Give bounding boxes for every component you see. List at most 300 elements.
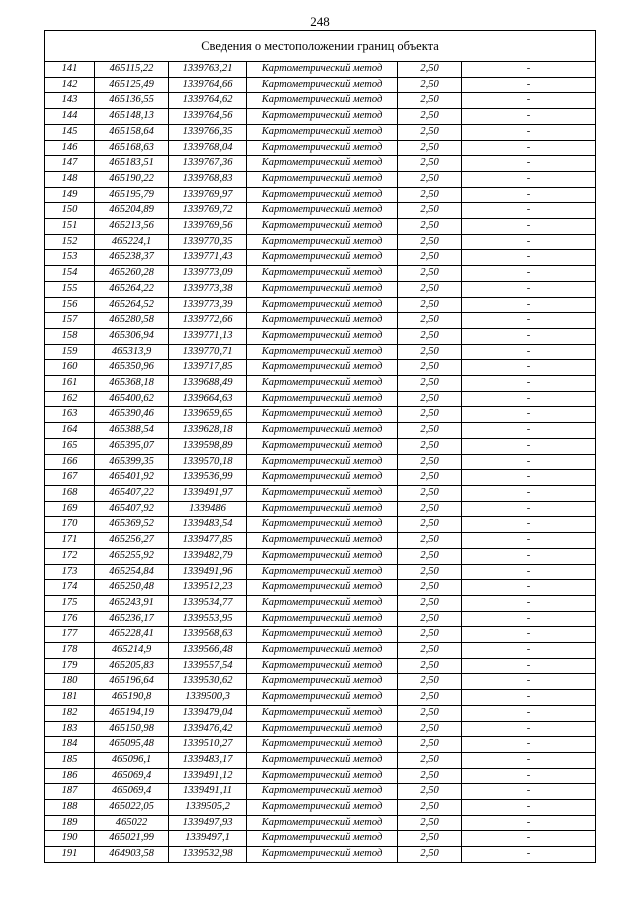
method-cell: Картометрический метод xyxy=(247,124,398,140)
method-cell: Картометрический метод xyxy=(247,203,398,219)
table-row xyxy=(45,517,596,533)
coord-x-cell: 465196,64 xyxy=(95,674,169,690)
table-row xyxy=(45,281,596,297)
accuracy-cell: 2,50 xyxy=(398,831,462,847)
coord-x-cell: 465236,17 xyxy=(95,611,169,627)
coord-x-cell: 464903,58 xyxy=(95,847,169,863)
accuracy-cell: 2,50 xyxy=(398,297,462,313)
accuracy-cell: 2,50 xyxy=(398,784,462,800)
accuracy-cell: 2,50 xyxy=(398,391,462,407)
description-cell: - xyxy=(462,768,596,784)
accuracy-cell: 2,50 xyxy=(398,266,462,282)
point-number-cell: 169 xyxy=(45,501,95,517)
table-row xyxy=(45,266,596,282)
description-cell: - xyxy=(462,219,596,235)
description-cell: - xyxy=(462,156,596,172)
description-cell: - xyxy=(462,203,596,219)
table-row xyxy=(45,313,596,329)
description-cell: - xyxy=(462,297,596,313)
coordinates-table-body xyxy=(45,62,596,863)
coord-y-cell: 1339534,77 xyxy=(169,595,247,611)
coord-x-cell: 465250,48 xyxy=(95,580,169,596)
description-cell: - xyxy=(462,266,596,282)
accuracy-cell: 2,50 xyxy=(398,595,462,611)
point-number-cell: 142 xyxy=(45,77,95,93)
table-row xyxy=(45,831,596,847)
coord-x-cell: 465255,92 xyxy=(95,548,169,564)
point-number-cell: 163 xyxy=(45,407,95,423)
table-row xyxy=(45,611,596,627)
method-cell: Картометрический метод xyxy=(247,171,398,187)
accuracy-cell: 2,50 xyxy=(398,234,462,250)
description-cell: - xyxy=(462,548,596,564)
accuracy-cell: 2,50 xyxy=(398,156,462,172)
point-number-cell: 145 xyxy=(45,124,95,140)
point-number-cell: 154 xyxy=(45,266,95,282)
description-cell: - xyxy=(462,407,596,423)
coord-y-cell: 1339659,65 xyxy=(169,407,247,423)
description-cell: - xyxy=(462,611,596,627)
table-row xyxy=(45,721,596,737)
coord-y-cell: 1339491,97 xyxy=(169,485,247,501)
coord-x-cell: 465228,41 xyxy=(95,627,169,643)
description-cell: - xyxy=(462,454,596,470)
accuracy-cell: 2,50 xyxy=(398,800,462,816)
coord-y-cell: 1339769,72 xyxy=(169,203,247,219)
accuracy-cell: 2,50 xyxy=(398,564,462,580)
coord-x-cell: 465194,19 xyxy=(95,705,169,721)
table-row xyxy=(45,203,596,219)
coord-y-cell: 1339491,12 xyxy=(169,768,247,784)
accuracy-cell: 2,50 xyxy=(398,250,462,266)
method-cell: Картометрический метод xyxy=(247,721,398,737)
description-cell: - xyxy=(462,140,596,156)
coord-y-cell: 1339628,18 xyxy=(169,423,247,439)
coord-y-cell: 1339536,99 xyxy=(169,470,247,486)
accuracy-cell: 2,50 xyxy=(398,376,462,392)
accuracy-cell: 2,50 xyxy=(398,62,462,78)
point-number-cell: 167 xyxy=(45,470,95,486)
accuracy-cell: 2,50 xyxy=(398,627,462,643)
coord-x-cell: 465238,37 xyxy=(95,250,169,266)
coord-x-cell: 465021,99 xyxy=(95,831,169,847)
description-cell: - xyxy=(462,423,596,439)
method-cell: Картометрический метод xyxy=(247,360,398,376)
description-cell: - xyxy=(462,124,596,140)
accuracy-cell: 2,50 xyxy=(398,328,462,344)
table-row xyxy=(45,580,596,596)
point-number-cell: 141 xyxy=(45,62,95,78)
description-cell: - xyxy=(462,815,596,831)
method-cell: Картометрический метод xyxy=(247,517,398,533)
accuracy-cell: 2,50 xyxy=(398,423,462,439)
accuracy-cell: 2,50 xyxy=(398,344,462,360)
description-cell: - xyxy=(462,234,596,250)
accuracy-cell: 2,50 xyxy=(398,847,462,863)
description-cell: - xyxy=(462,800,596,816)
coord-y-cell: 1339763,21 xyxy=(169,62,247,78)
description-cell: - xyxy=(462,595,596,611)
section-header xyxy=(44,30,596,62)
coord-y-cell: 1339771,13 xyxy=(169,328,247,344)
table-row xyxy=(45,705,596,721)
coord-x-cell: 465388,54 xyxy=(95,423,169,439)
method-cell: Картометрический метод xyxy=(247,658,398,674)
method-cell: Картометрический метод xyxy=(247,501,398,517)
method-cell: Картометрический метод xyxy=(247,815,398,831)
accuracy-cell: 2,50 xyxy=(398,438,462,454)
coord-y-cell: 1339770,35 xyxy=(169,234,247,250)
method-cell: Картометрический метод xyxy=(247,187,398,203)
coord-x-cell: 465213,56 xyxy=(95,219,169,235)
accuracy-cell: 2,50 xyxy=(398,313,462,329)
description-cell: - xyxy=(462,564,596,580)
coord-y-cell: 1339497,1 xyxy=(169,831,247,847)
coord-y-cell: 1339479,04 xyxy=(169,705,247,721)
accuracy-cell: 2,50 xyxy=(398,815,462,831)
coord-y-cell: 1339486 xyxy=(169,501,247,517)
point-number-cell: 180 xyxy=(45,674,95,690)
point-number-cell: 189 xyxy=(45,815,95,831)
description-cell: - xyxy=(462,313,596,329)
method-cell: Картометрический метод xyxy=(247,564,398,580)
coord-y-cell: 1339483,17 xyxy=(169,752,247,768)
point-number-cell: 159 xyxy=(45,344,95,360)
description-cell: - xyxy=(462,250,596,266)
coord-x-cell: 465368,18 xyxy=(95,376,169,392)
point-number-cell: 147 xyxy=(45,156,95,172)
method-cell: Картометрический метод xyxy=(247,391,398,407)
description-cell: - xyxy=(462,580,596,596)
point-number-cell: 144 xyxy=(45,109,95,125)
method-cell: Картометрический метод xyxy=(247,831,398,847)
accuracy-cell: 2,50 xyxy=(398,580,462,596)
accuracy-cell: 2,50 xyxy=(398,643,462,659)
table-row xyxy=(45,470,596,486)
point-number-cell: 149 xyxy=(45,187,95,203)
accuracy-cell: 2,50 xyxy=(398,705,462,721)
coord-x-cell: 465022 xyxy=(95,815,169,831)
point-number-cell: 168 xyxy=(45,485,95,501)
method-cell: Картометрический метод xyxy=(247,611,398,627)
coord-x-cell: 465407,22 xyxy=(95,485,169,501)
point-number-cell: 164 xyxy=(45,423,95,439)
coord-x-cell: 465168,63 xyxy=(95,140,169,156)
method-cell: Картометрический метод xyxy=(247,737,398,753)
coord-y-cell: 1339767,36 xyxy=(169,156,247,172)
coord-x-cell: 465401,92 xyxy=(95,470,169,486)
coord-x-cell: 465254,84 xyxy=(95,564,169,580)
table-row xyxy=(45,501,596,517)
table-row xyxy=(45,344,596,360)
coord-y-cell: 1339764,62 xyxy=(169,93,247,109)
description-cell: - xyxy=(462,438,596,454)
method-cell: Картометрический метод xyxy=(247,705,398,721)
table-row xyxy=(45,423,596,439)
coord-y-cell: 1339553,95 xyxy=(169,611,247,627)
coord-y-cell: 1339530,62 xyxy=(169,674,247,690)
description-cell: - xyxy=(462,109,596,125)
description-cell: - xyxy=(462,187,596,203)
coordinates-table xyxy=(44,61,596,863)
point-number-cell: 170 xyxy=(45,517,95,533)
description-cell: - xyxy=(462,752,596,768)
method-cell: Картометрический метод xyxy=(247,768,398,784)
accuracy-cell: 2,50 xyxy=(398,485,462,501)
method-cell: Картометрический метод xyxy=(247,313,398,329)
point-number-cell: 171 xyxy=(45,533,95,549)
coord-x-cell: 465150,98 xyxy=(95,721,169,737)
method-cell: Картометрический метод xyxy=(247,847,398,863)
coord-y-cell: 1339688,49 xyxy=(169,376,247,392)
description-cell: - xyxy=(462,533,596,549)
method-cell: Картометрический метод xyxy=(247,266,398,282)
coord-x-cell: 465190,8 xyxy=(95,690,169,706)
method-cell: Картометрический метод xyxy=(247,752,398,768)
table-row xyxy=(45,93,596,109)
method-cell: Картометрический метод xyxy=(247,674,398,690)
accuracy-cell: 2,50 xyxy=(398,690,462,706)
table-row xyxy=(45,360,596,376)
accuracy-cell: 2,50 xyxy=(398,281,462,297)
coord-x-cell: 465264,52 xyxy=(95,297,169,313)
coord-y-cell: 1339570,18 xyxy=(169,454,247,470)
description-cell: - xyxy=(462,627,596,643)
table-row xyxy=(45,407,596,423)
coord-x-cell: 465158,64 xyxy=(95,124,169,140)
point-number-cell: 160 xyxy=(45,360,95,376)
accuracy-cell: 2,50 xyxy=(398,93,462,109)
coord-y-cell: 1339764,56 xyxy=(169,109,247,125)
point-number-cell: 186 xyxy=(45,768,95,784)
accuracy-cell: 2,50 xyxy=(398,658,462,674)
coord-y-cell: 1339773,39 xyxy=(169,297,247,313)
accuracy-cell: 2,50 xyxy=(398,501,462,517)
point-number-cell: 158 xyxy=(45,328,95,344)
method-cell: Картометрический метод xyxy=(247,297,398,313)
table-row xyxy=(45,674,596,690)
description-cell: - xyxy=(462,643,596,659)
table-row xyxy=(45,690,596,706)
table-row xyxy=(45,533,596,549)
method-cell: Картометрический метод xyxy=(247,344,398,360)
method-cell: Картометрический метод xyxy=(247,548,398,564)
accuracy-cell: 2,50 xyxy=(398,109,462,125)
point-number-cell: 185 xyxy=(45,752,95,768)
coord-x-cell: 465205,83 xyxy=(95,658,169,674)
table-row xyxy=(45,564,596,580)
point-number-cell: 181 xyxy=(45,690,95,706)
method-cell: Картометрический метод xyxy=(247,627,398,643)
table-row xyxy=(45,438,596,454)
coord-y-cell: 1339500,3 xyxy=(169,690,247,706)
coord-y-cell: 1339568,63 xyxy=(169,627,247,643)
table-row xyxy=(45,737,596,753)
coord-x-cell: 465256,27 xyxy=(95,533,169,549)
coord-y-cell: 1339482,79 xyxy=(169,548,247,564)
coord-x-cell: 465306,94 xyxy=(95,328,169,344)
coord-x-cell: 465400,62 xyxy=(95,391,169,407)
description-cell: - xyxy=(462,674,596,690)
description-cell: - xyxy=(462,831,596,847)
accuracy-cell: 2,50 xyxy=(398,187,462,203)
description-cell: - xyxy=(462,737,596,753)
accuracy-cell: 2,50 xyxy=(398,470,462,486)
coord-y-cell: 1339773,38 xyxy=(169,281,247,297)
description-cell: - xyxy=(462,485,596,501)
method-cell: Картометрический метод xyxy=(247,219,398,235)
coord-x-cell: 465069,4 xyxy=(95,784,169,800)
accuracy-cell: 2,50 xyxy=(398,768,462,784)
coord-x-cell: 465243,91 xyxy=(95,595,169,611)
method-cell: Картометрический метод xyxy=(247,800,398,816)
method-cell: Картометрический метод xyxy=(247,62,398,78)
point-number-cell: 172 xyxy=(45,548,95,564)
description-cell: - xyxy=(462,360,596,376)
table-row xyxy=(45,627,596,643)
point-number-cell: 150 xyxy=(45,203,95,219)
coord-y-cell: 1339769,56 xyxy=(169,219,247,235)
point-number-cell: 183 xyxy=(45,721,95,737)
coord-x-cell: 465022,05 xyxy=(95,800,169,816)
table-row xyxy=(45,297,596,313)
table-row xyxy=(45,77,596,93)
point-number-cell: 173 xyxy=(45,564,95,580)
description-cell: - xyxy=(462,705,596,721)
point-number-cell: 175 xyxy=(45,595,95,611)
coord-y-cell: 1339769,97 xyxy=(169,187,247,203)
description-cell: - xyxy=(462,690,596,706)
table-row xyxy=(45,219,596,235)
method-cell: Картометрический метод xyxy=(247,485,398,501)
coord-x-cell: 465095,48 xyxy=(95,737,169,753)
table-row xyxy=(45,391,596,407)
coord-x-cell: 465369,52 xyxy=(95,517,169,533)
description-cell: - xyxy=(462,784,596,800)
point-number-cell: 174 xyxy=(45,580,95,596)
method-cell: Картометрический метод xyxy=(247,140,398,156)
accuracy-cell: 2,50 xyxy=(398,611,462,627)
coord-y-cell: 1339491,96 xyxy=(169,564,247,580)
table-row xyxy=(45,140,596,156)
coord-x-cell: 465069,4 xyxy=(95,768,169,784)
description-cell: - xyxy=(462,344,596,360)
method-cell: Картометрический метод xyxy=(247,281,398,297)
point-number-cell: 191 xyxy=(45,847,95,863)
accuracy-cell: 2,50 xyxy=(398,737,462,753)
point-number-cell: 146 xyxy=(45,140,95,156)
description-cell: - xyxy=(462,470,596,486)
accuracy-cell: 2,50 xyxy=(398,140,462,156)
table-row xyxy=(45,124,596,140)
coord-x-cell: 465280,58 xyxy=(95,313,169,329)
coord-x-cell: 465260,28 xyxy=(95,266,169,282)
table-row xyxy=(45,815,596,831)
coord-y-cell: 1339557,54 xyxy=(169,658,247,674)
coord-x-cell: 465148,13 xyxy=(95,109,169,125)
point-number-cell: 176 xyxy=(45,611,95,627)
coord-x-cell: 465399,35 xyxy=(95,454,169,470)
coord-x-cell: 465136,55 xyxy=(95,93,169,109)
point-number-cell: 156 xyxy=(45,297,95,313)
method-cell: Картометрический метод xyxy=(247,533,398,549)
coord-y-cell: 1339476,42 xyxy=(169,721,247,737)
coord-y-cell: 1339764,66 xyxy=(169,77,247,93)
method-cell: Картометрический метод xyxy=(247,234,398,250)
coord-y-cell: 1339772,66 xyxy=(169,313,247,329)
description-cell: - xyxy=(462,391,596,407)
point-number-cell: 155 xyxy=(45,281,95,297)
coord-y-cell: 1339717,85 xyxy=(169,360,247,376)
accuracy-cell: 2,50 xyxy=(398,77,462,93)
coord-x-cell: 465350,96 xyxy=(95,360,169,376)
description-cell: - xyxy=(462,658,596,674)
accuracy-cell: 2,50 xyxy=(398,752,462,768)
description-cell: - xyxy=(462,328,596,344)
coord-y-cell: 1339598,89 xyxy=(169,438,247,454)
coord-x-cell: 465407,92 xyxy=(95,501,169,517)
coord-y-cell: 1339532,98 xyxy=(169,847,247,863)
table-row xyxy=(45,595,596,611)
method-cell: Картометрический метод xyxy=(247,643,398,659)
coord-y-cell: 1339766,35 xyxy=(169,124,247,140)
accuracy-cell: 2,50 xyxy=(398,360,462,376)
coord-x-cell: 465395,07 xyxy=(95,438,169,454)
coord-y-cell: 1339768,83 xyxy=(169,171,247,187)
coord-x-cell: 465204,89 xyxy=(95,203,169,219)
accuracy-cell: 2,50 xyxy=(398,517,462,533)
table-row xyxy=(45,847,596,863)
table-row xyxy=(45,658,596,674)
coord-y-cell: 1339770,71 xyxy=(169,344,247,360)
accuracy-cell: 2,50 xyxy=(398,548,462,564)
accuracy-cell: 2,50 xyxy=(398,454,462,470)
point-number-cell: 179 xyxy=(45,658,95,674)
coord-x-cell: 465096,1 xyxy=(95,752,169,768)
accuracy-cell: 2,50 xyxy=(398,407,462,423)
point-number-cell: 151 xyxy=(45,219,95,235)
point-number-cell: 152 xyxy=(45,234,95,250)
point-number-cell: 187 xyxy=(45,784,95,800)
description-cell: - xyxy=(462,376,596,392)
method-cell: Картометрический метод xyxy=(247,328,398,344)
coord-x-cell: 465264,22 xyxy=(95,281,169,297)
method-cell: Картометрический метод xyxy=(247,784,398,800)
table-row xyxy=(45,454,596,470)
method-cell: Картометрический метод xyxy=(247,93,398,109)
coord-y-cell: 1339510,27 xyxy=(169,737,247,753)
coord-x-cell: 465390,46 xyxy=(95,407,169,423)
point-number-cell: 166 xyxy=(45,454,95,470)
description-cell: - xyxy=(462,93,596,109)
description-cell: - xyxy=(462,721,596,737)
description-cell: - xyxy=(462,517,596,533)
method-cell: Картометрический метод xyxy=(247,595,398,611)
coord-x-cell: 465214,9 xyxy=(95,643,169,659)
description-cell: - xyxy=(462,281,596,297)
table-row xyxy=(45,784,596,800)
method-cell: Картометрический метод xyxy=(247,250,398,266)
point-number-cell: 165 xyxy=(45,438,95,454)
table-row xyxy=(45,768,596,784)
coord-y-cell: 1339477,85 xyxy=(169,533,247,549)
point-number-cell: 161 xyxy=(45,376,95,392)
coord-x-cell: 465115,22 xyxy=(95,62,169,78)
coord-y-cell: 1339664,63 xyxy=(169,391,247,407)
table-row xyxy=(45,328,596,344)
table-row xyxy=(45,234,596,250)
coord-y-cell: 1339505,2 xyxy=(169,800,247,816)
